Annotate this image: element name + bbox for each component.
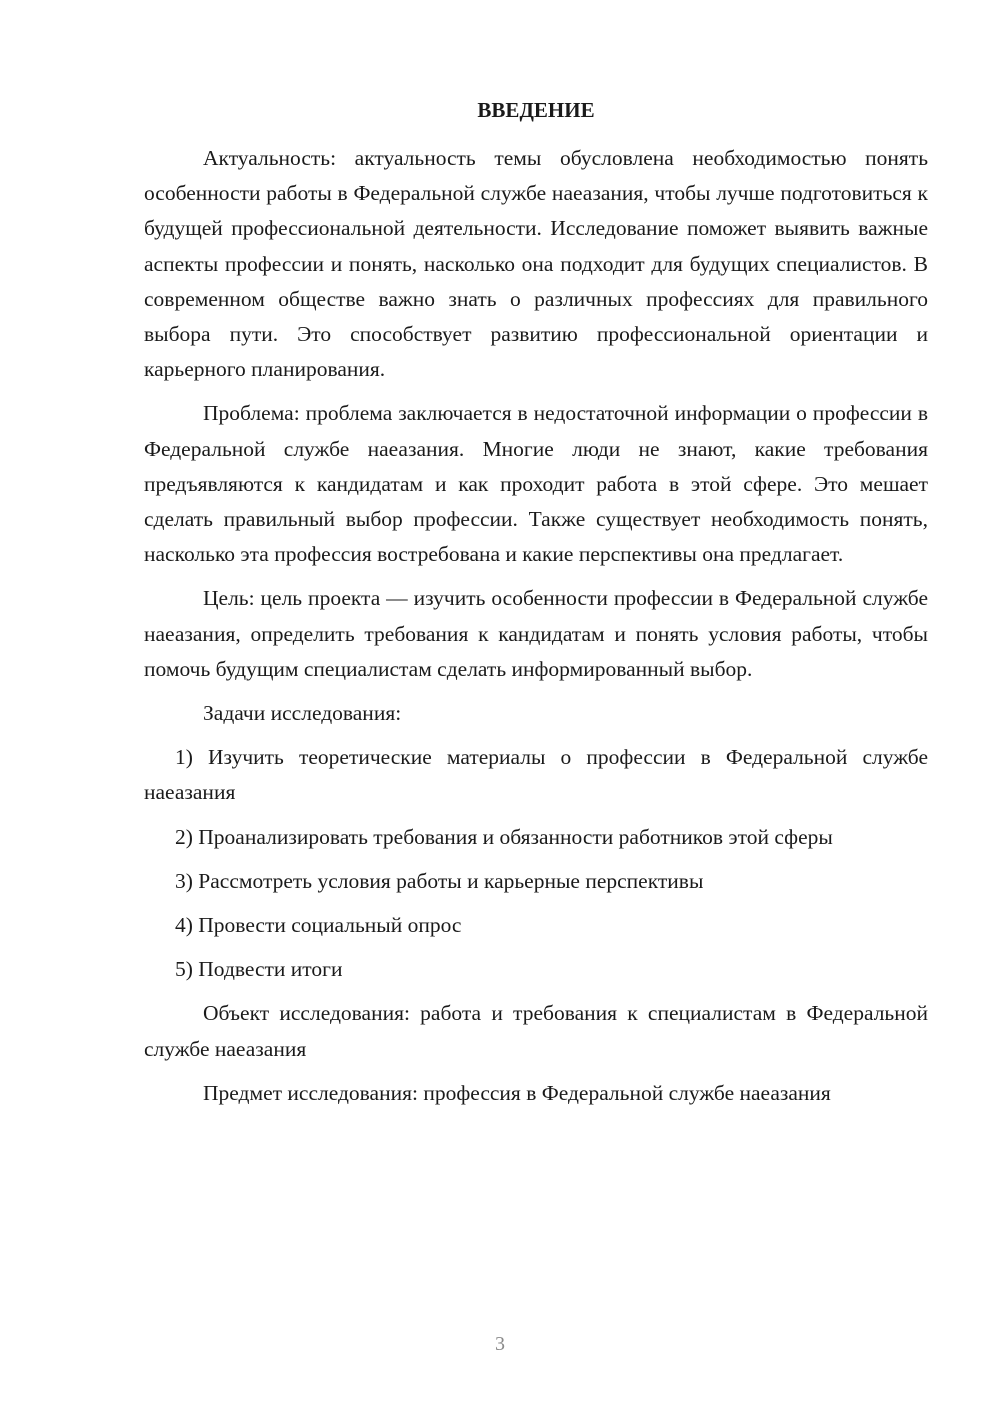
relevance-paragraph: Актуальность: актуальность темы обусловлена необходимостью понять особенности работы в Федеральной службе наеазания, чтобы лучше подготовиться к будущей профессиональной деятельности. Исследование поможет выявить важные аспекты профессии и понять, насколько она подходит для будущих специалистов. В современном обществе важно знать о различных профессиях для правильного выбора пути. Это способствует развитию профессиональной ориентации и карьерного планирования.: [144, 146, 928, 382]
subject-paragraph: Предмет исследования: профессия в Федеральной службе наеазания: [203, 1080, 831, 1105]
task-item-2: 2) Проанализировать требования и обязанности работников этой сферы: [175, 824, 833, 849]
tasks-heading: Задачи исследования:: [203, 701, 402, 726]
goal-paragraph: Цель: цель проекта — изучить особенности профессии в Федеральной службе наеазания, определить требования к кандидатам и понять условия работы, чтобы помочь будущим специалистам сделать информированный выбор.: [144, 586, 928, 681]
task-item-5: 5) Подвести итоги: [175, 957, 343, 982]
task-item-4: 4) Провести социальный опрос: [175, 913, 462, 938]
page-title: ВВЕДЕНИЕ: [477, 98, 595, 122]
page-content: [144, 93, 928, 1120]
task-item-3: 3) Рассмотреть условия работы и карьерные перспективы: [175, 868, 704, 893]
object-paragraph: Объект исследования: работа и требования к специалистам в Федеральной службе наеазания: [144, 1001, 928, 1061]
problem-paragraph: Проблема: проблема заключается в недостаточной информации о профессии в Федеральной службе наеазания. Многие люди не знают, какие требования предъявляются к кандидатам и как проходит работа в этой сфере. Это мешает сделать правильный выбор профессии. Также существует необходимость понять, насколько эта профессия востребована и какие перспективы она предлагает.: [144, 401, 928, 567]
page-number: 3: [495, 1333, 505, 1355]
task-item-1: 1) Изучить теоретические материалы о профессии в Федеральной службе наеазания: [144, 745, 928, 805]
